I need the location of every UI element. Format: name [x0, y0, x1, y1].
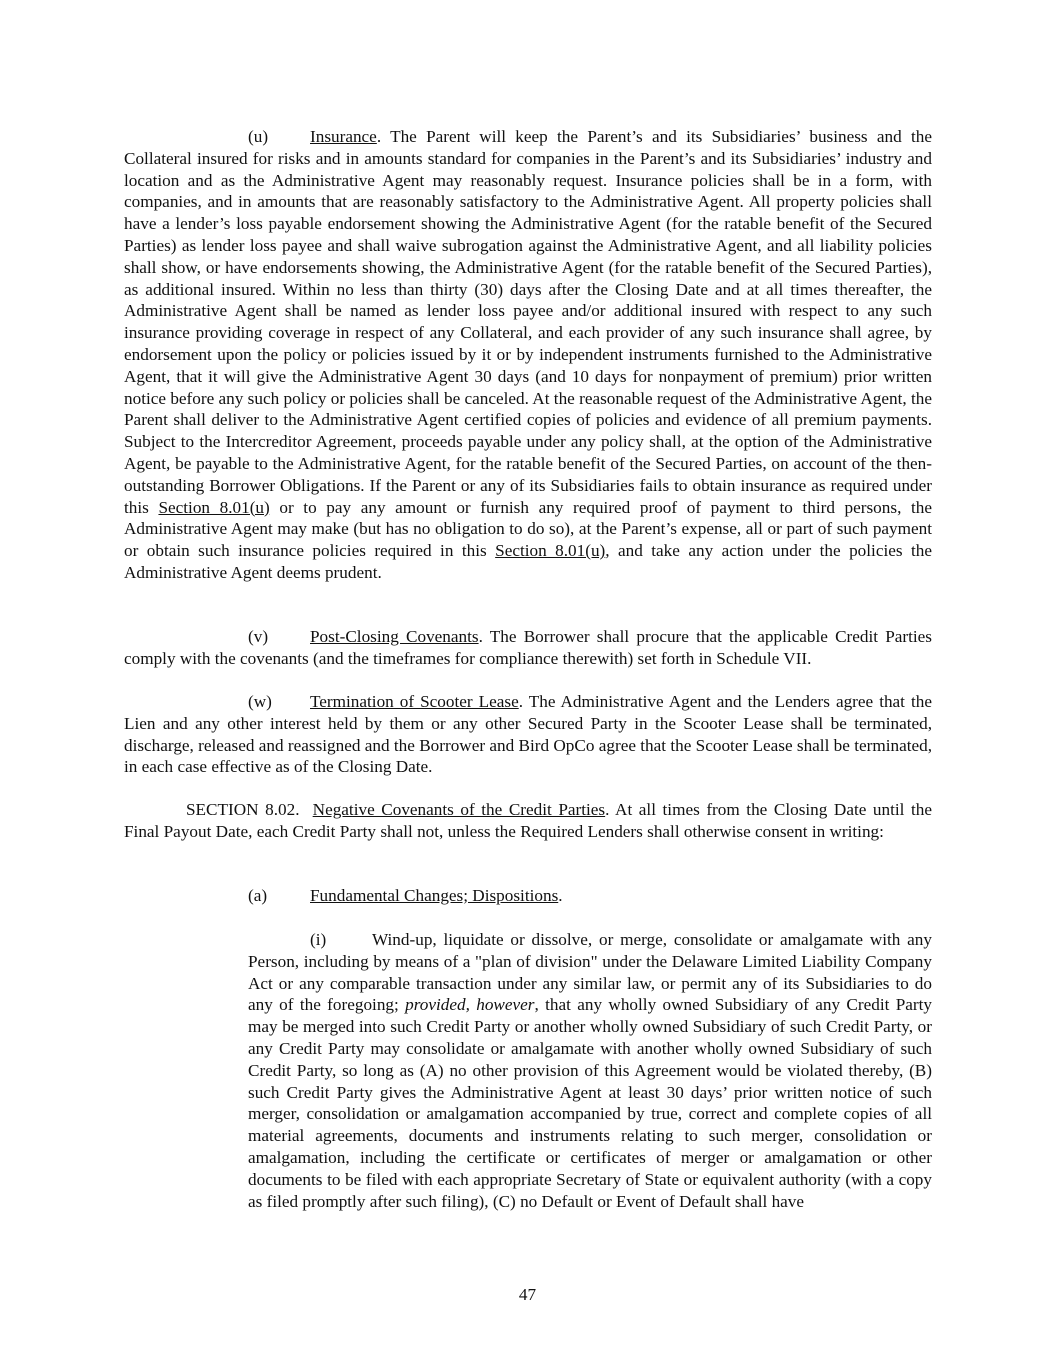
- clause-text: , that any wholly owned Subsidiary of any Credit Party may be merged into such Credit Party or another wholly owned Subsidiary of such Credit Party, or any Credit Party may consolidate or amalgamate with another wholly owned Subsidiary of such Credit Party, so long as (A) no other provision of this Agreement would be violated thereby, (B) such Credit Party gives the Administrative Agent at least 30 days’ prior written notice of such merger, consolidation or amalgamation accompanied by true, correct and complete copies of all material agreements, documents and instruments relating to such merger, consolidation or amalgamation, including the certificate or certificates of merger or amalgamation or other documents to be filed with each appropriate Secretary of State or equivalent authority (with a copy as filed promptly after such filing), (C) no Default or Event of Default shall have: [248, 995, 932, 1211]
- paragraph-section-8-02: [124, 799, 932, 843]
- section-text: . At all times from the Closing Date until the Final Payout Date, each Credit Party shall not, unless the Required Lenders shall otherwise consent in writing:: [124, 800, 932, 841]
- section-reference: Section 8.01(u): [495, 541, 606, 561]
- clause-title-termination-of-scooter-lease: Termination of Scooter Lease: [310, 692, 519, 711]
- clause-label-a: (a): [248, 886, 268, 905]
- clause-label-v: (v): [248, 627, 269, 646]
- paragraph-u-insurance: [124, 126, 932, 584]
- clause-text: . The Administrative Agent and the Lenders agree that the Lien and any other interest held by them or any other Secured Party in the Scooter Lease shall be terminated, discharge, released and reassigned and the Borrower and Bird OpCo agree that the Scooter Lease shall be terminated, in each case effective as of the Closing Date.: [124, 692, 932, 777]
- clause-label-i: (i): [310, 930, 327, 949]
- clause-title-period: .: [558, 886, 563, 905]
- clause-label-u: (u): [248, 127, 269, 146]
- section-title-negative-covenants: Negative Covenants of the Credit Parties: [312, 800, 606, 819]
- page-number: 47: [518, 1285, 537, 1304]
- clause-text: . The Parent will keep the Parent’s and its Subsidiaries’ business and the Collateral insured for risks and in amounts standard for companies in the Parent’s and its Subsidiaries’ industry and location and as the Administrative Agent may reasonably request. Insurance policies shall be in a form, with companies, and in amounts that are reasonably satisfactory to the Administrative Agent. All property policies shall have a lender’s loss payable endorsement showing the Administrative Agent (for the ratable benefit of the Secured Parties) as lender loss payee and shall waive subrogation against the Administrative Agent, and all liability policies shall show, or have endorsements showing, the Administrative Agent (for the ratable benefit of the Secured Parties), as additional insured. Within no less than thirty (30) days after the Closing Date and at all times thereafter, the Administrative Agent shall be named as lender loss payee and/or additional insured with respect to any such insurance providing coverage in respect of any Collateral, and each provider of any such insurance shall agree, by endorsement upon the policy or policies issued by it or by independent instruments furnished to the Administrative Agent, that it will give the Administrative Agent 30 days (and 10 days for nonpayment of premium) prior written notice before any such policy or policies shall be canceled. At the reasonable request of the Administrative Agent, the Parent shall deliver to the Administrative Agent certified copies of policies and evidence of all premium payments. Subject to the Intercreditor Agreement, proceeds payable under any policy shall, at the option of the Administrative Agent, be payable to the Administrative Agent, for the ratable benefit of the Secured Parties, on account of the then-outstanding Borrower Obligations. If the Parent or any of its Subsidiaries fails to obtain insurance as required under this: [124, 127, 932, 517]
- paragraph-v-post-closing-covenants: [124, 626, 932, 670]
- clause-label-w: (w): [248, 692, 272, 711]
- clause-text: . The Borrower shall procure that the applicable Credit Parties comply with the covenants (and the timeframes for compliance therewith) set forth in Schedule VII.: [124, 627, 933, 668]
- clause-text: or to pay any amount or furnish any required proof of payment to third persons, the Administrative Agent may make (but has no obligation to do so), at the Parent’s expense, all or part of such payment or obtain such insurance policies required in this: [124, 497, 932, 561]
- section-label: SECTION 8.02.: [186, 800, 300, 819]
- clause-proviso: provided, however: [405, 995, 535, 1015]
- clause-title-fundamental-changes: Fundamental Changes; Dispositions: [310, 886, 559, 905]
- clause-title-post-closing-covenants: Post-Closing Covenants: [310, 627, 479, 646]
- clause-text: , and take any action under the policies the Administrative Agent deems prudent.: [124, 541, 932, 582]
- clause-title-insurance: Insurance: [310, 127, 377, 146]
- clause-text: Wind-up, liquidate or dissolve, or merge, consolidate or amalgamate with any Person, including by means of a "plan of division" under the Delaware Limited Liability Company Act or any comparable transaction under any similar law, or permit any of its Subsidiaries to do any of the foregoing;: [248, 930, 932, 1015]
- paragraph-a-i-wind-up: [248, 929, 932, 1212]
- subheading-a-fundamental-changes: [248, 885, 932, 907]
- section-reference: Section 8.01(u): [158, 497, 270, 517]
- paragraph-w-termination-of-scooter-lease: [124, 691, 932, 778]
